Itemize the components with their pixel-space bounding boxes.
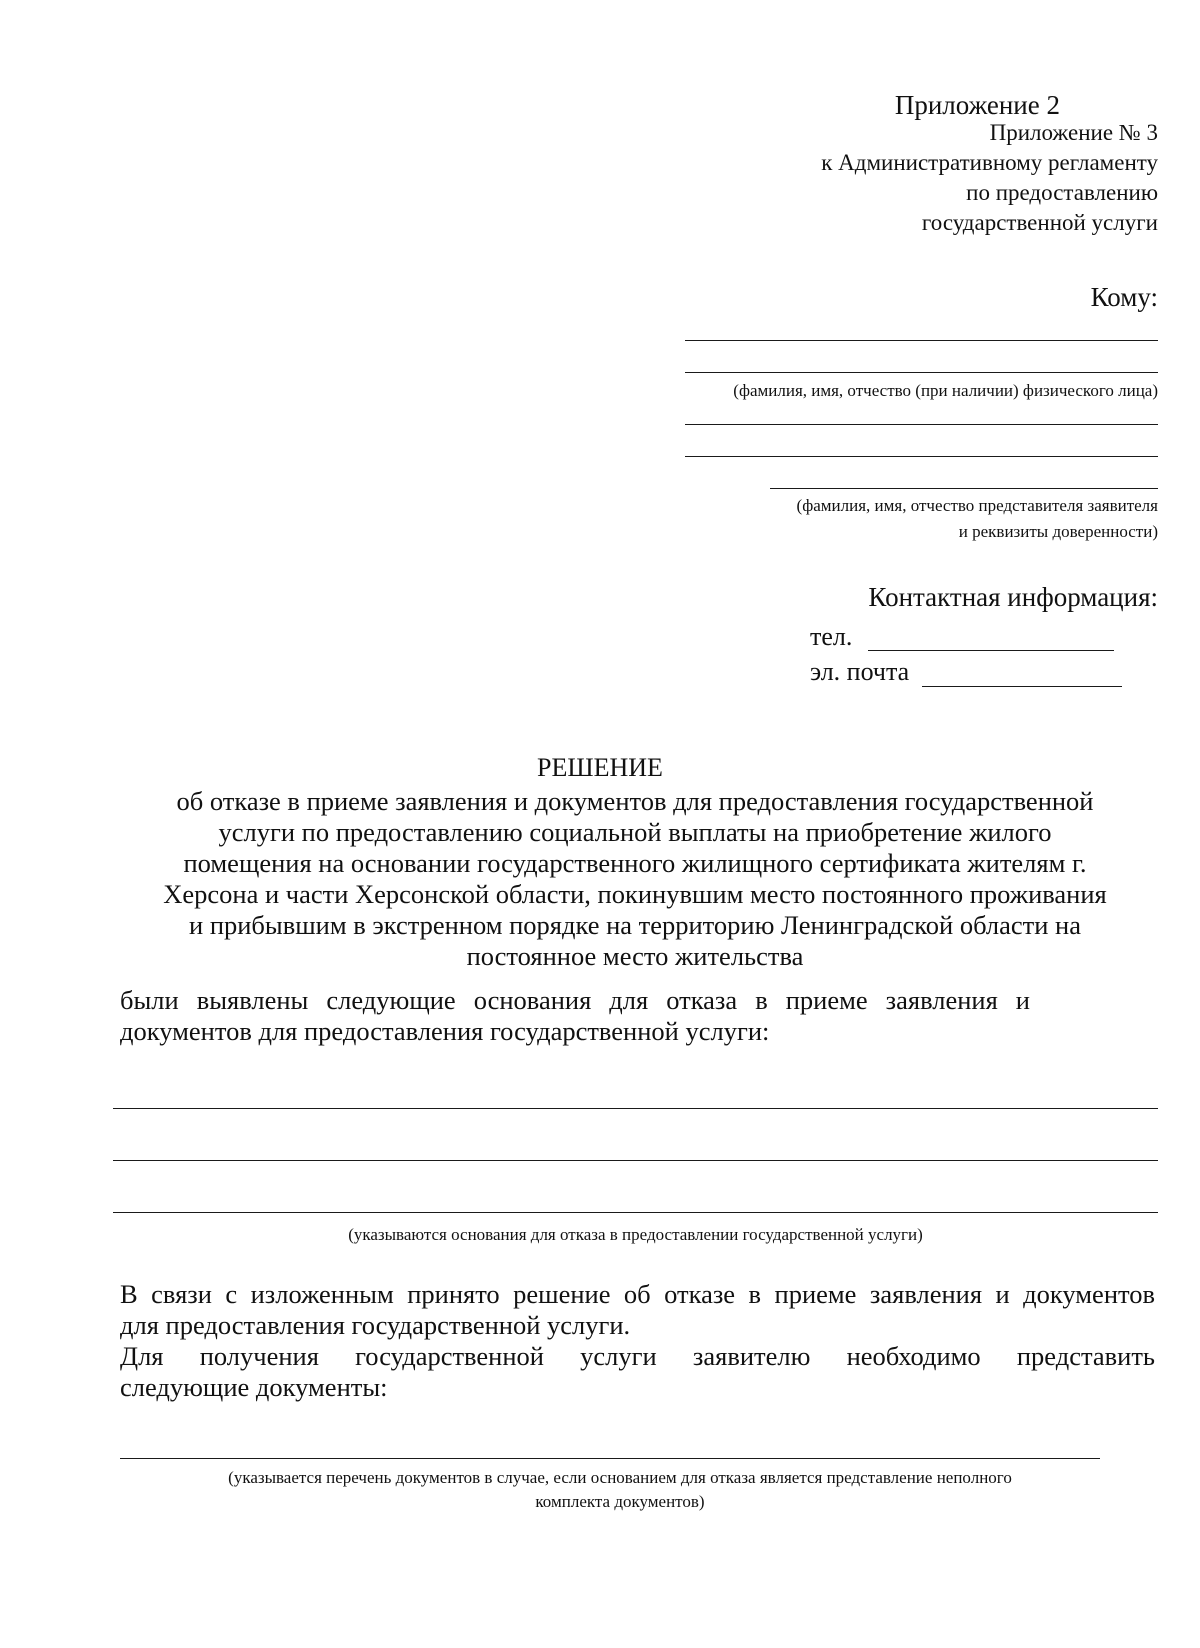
- documents-line[interactable]: [120, 1458, 1100, 1459]
- representative-line-1[interactable]: [685, 424, 1158, 425]
- appendix-provision: по предоставлению: [966, 180, 1158, 205]
- grounds-line-3[interactable]: [113, 1212, 1158, 1213]
- appendix-sub-block: [821, 118, 1158, 238]
- grounds-intro-line: были выявлены следующие основания для отказа в приеме заявления и: [120, 985, 1030, 1015]
- appendix-regulation: к Административному регламенту: [821, 150, 1158, 175]
- representative-line-3[interactable]: [770, 488, 1158, 489]
- conclusion-line: для предоставления государственной услуги.: [120, 1310, 631, 1340]
- phone-label: тел.: [810, 622, 853, 651]
- subtitle-line: постоянное место жительства: [466, 941, 804, 971]
- recipient-line-1[interactable]: [685, 340, 1158, 341]
- appendix-main-label: Приложение 2: [894, 90, 1060, 120]
- grounds-line-2[interactable]: [113, 1160, 1158, 1161]
- email-field[interactable]: [922, 686, 1122, 687]
- conclusion-line: Для получения государственной услуги заявителю необходимо представить: [120, 1341, 1155, 1371]
- representative-line-2[interactable]: [685, 456, 1158, 457]
- subtitle-line: Херсона и части Херсонской области, покинувшим место постоянного проживания: [163, 879, 1107, 909]
- decision-title: РЕШЕНИЕ: [537, 753, 663, 782]
- subtitle-line: услуги по предоставлению социальной выплаты на приобретение жилого: [218, 817, 1052, 847]
- representative-caption-1: (фамилия, имя, отчество представителя заявителя: [796, 496, 1158, 515]
- email-label: эл. почта: [810, 657, 910, 686]
- subtitle-line: помещения на основании государственного жилищного сертификата жителям г.: [183, 848, 1087, 878]
- documents-caption: [120, 1466, 1120, 1514]
- conclusion-line: В связи с изложенным принято решение об отказе в приеме заявления и документов: [120, 1279, 1155, 1309]
- decision-subtitle: [120, 786, 1150, 972]
- subtitle-line: об отказе в приеме заявления и документов для предоставления государственной: [176, 786, 1094, 816]
- documents-caption-line: комплекта документов): [535, 1492, 705, 1511]
- conclusion-line: следующие документы:: [120, 1372, 388, 1402]
- recipient-line-2[interactable]: [685, 372, 1158, 373]
- to-label: Кому:: [1090, 282, 1158, 312]
- grounds-caption: (указываются основания для отказа в предоставлении государственной услуги): [348, 1225, 923, 1244]
- documents-caption-line: (указывается перечень документов в случае, если основанием для отказа является представление неполного: [228, 1468, 1012, 1487]
- representative-caption-2: и реквизиты доверенности): [958, 522, 1158, 541]
- individual-name-caption: (фамилия, имя, отчество (при наличии) физического лица): [733, 381, 1158, 400]
- appendix-service: государственной услуги: [921, 210, 1158, 235]
- phone-field[interactable]: [868, 650, 1114, 651]
- grounds-intro-line: документов для предоставления государственной услуги:: [120, 1016, 770, 1046]
- contact-info-title: Контактная информация:: [868, 582, 1158, 612]
- appendix-number: Приложение № 3: [989, 120, 1158, 145]
- subtitle-line: и прибывшим в экстренном порядке на территорию Ленинградской области на: [189, 910, 1081, 940]
- grounds-intro: [120, 985, 1030, 1047]
- grounds-line-1[interactable]: [113, 1108, 1158, 1109]
- conclusion-block: [120, 1279, 1155, 1403]
